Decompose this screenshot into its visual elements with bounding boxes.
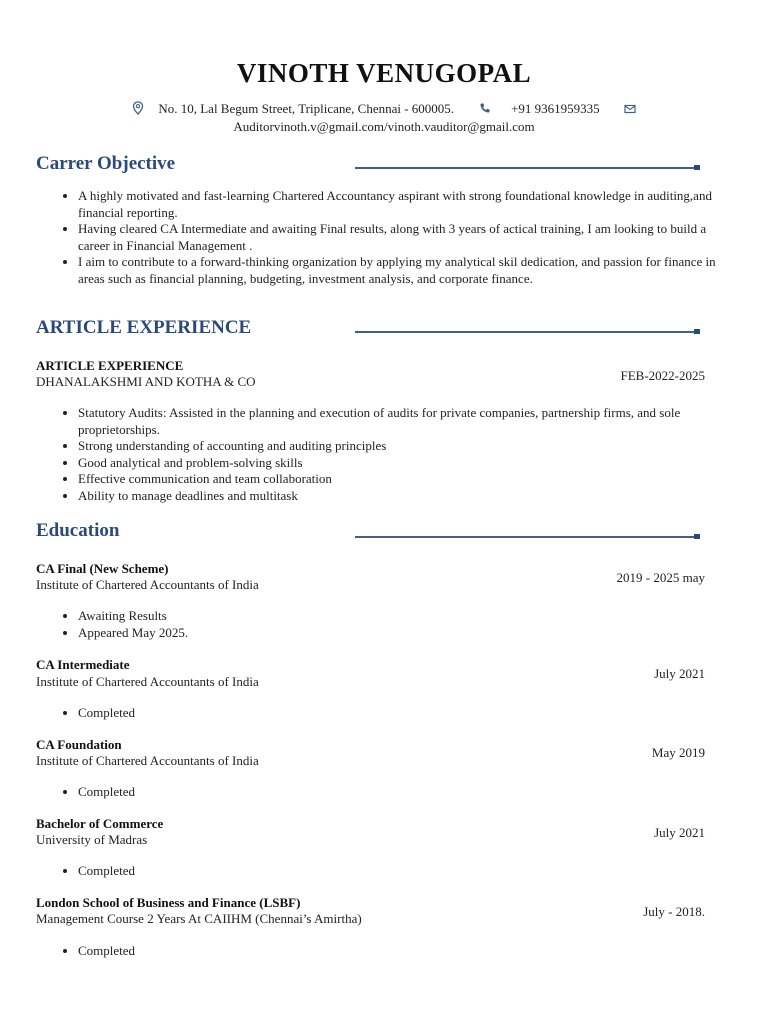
experience-list — [60, 405, 728, 504]
list-item: • Appeared May 2025. — [78, 625, 728, 642]
education-title: CA Intermediate — [36, 657, 130, 672]
address-text: No. 10, Lal Begum Street, Triplicane, Chennai - 600005. — [158, 101, 455, 116]
experience-company: DHANALAKSHMI AND KOTHA & CO — [36, 374, 256, 389]
list-item: • Completed — [78, 705, 728, 722]
section-title-experience: ARTICLE EXPERIENCE — [36, 317, 252, 338]
section-title-objective: Carrer Objective — [36, 153, 176, 174]
list-item: • Awaiting Results — [78, 608, 728, 625]
experience-role: ARTICLE EXPERIENCE — [36, 358, 184, 373]
education-bullets — [60, 608, 728, 641]
list-item: • Strong understanding of accounting and auditing principles — [78, 438, 728, 455]
phone-icon — [479, 102, 491, 118]
list-item: • Completed — [78, 863, 728, 880]
resume-name: VINOTH VENUGOPAL — [236, 58, 532, 88]
list-item: • Having cleared CA Intermediate and awaiting Final results, along with 3 years of actical training, I am looking to build a career in Financial Management . — [78, 221, 728, 254]
education-date: July - 2018. — [643, 904, 705, 919]
education-institution: Institute of Chartered Accountants of India — [36, 674, 259, 689]
education-date: July 2021 — [654, 825, 705, 840]
list-item: • Ability to manage deadlines and multitask — [78, 488, 728, 505]
education-date: July 2021 — [654, 666, 705, 681]
section-divider — [355, 536, 700, 538]
education-institution: Institute of Chartered Accountants of India — [36, 577, 259, 592]
contact-line — [0, 101, 768, 119]
education-title: CA Foundation — [36, 737, 122, 752]
list-item: • Completed — [78, 943, 728, 960]
education-title: London School of Business and Finance (LSBF) — [36, 895, 301, 910]
education-bullets — [60, 784, 728, 801]
education-bullets — [60, 705, 728, 722]
section-divider — [355, 331, 700, 333]
education-bullets — [60, 943, 728, 960]
list-item: • Effective communication and team collaboration — [78, 471, 728, 488]
education-institution: University of Madras — [36, 832, 148, 847]
list-item: • Good analytical and problem-solving skills — [78, 455, 728, 472]
education-title: Bachelor of Commerce — [36, 816, 164, 831]
education-title: CA Final (New Scheme) — [36, 561, 169, 576]
objective-list — [60, 188, 728, 287]
section-divider — [355, 167, 700, 169]
list-item: • Completed — [78, 784, 728, 801]
education-institution: Management Course 2 Years At CAIIHM (Chennai’s Amirtha) — [36, 911, 362, 926]
education-date: May 2019 — [651, 745, 705, 760]
education-bullets — [60, 863, 728, 880]
list-item: • Statutory Audits: Assisted in the planning and execution of audits for private companies, partnership firms, and sole proprietorships. — [78, 405, 728, 438]
section-title-education: Education — [36, 520, 120, 541]
mail-icon — [624, 102, 636, 118]
list-item: • A highly motivated and fast-learning Chartered Accountancy aspirant with strong foundational knowledge in auditing,and financial reporting. — [78, 188, 728, 221]
email-text: Auditorvinoth.v@gmail.com/vinoth.vauditor@gmail.com — [233, 119, 535, 134]
phone-text: +91 9361959335 — [511, 101, 600, 116]
list-item: • I aim to contribute to a forward-thinking organization by applying my analytical skil dedication, and passion for finance in areas such as financial planning, budgeting, investment analysis, and corporate finance. — [78, 254, 728, 287]
location-pin-icon — [132, 101, 144, 119]
education-institution: Institute of Chartered Accountants of India — [36, 753, 259, 768]
experience-date: FEB-2022-2025 — [620, 368, 705, 383]
education-date: 2019 - 2025 may — [616, 570, 705, 585]
